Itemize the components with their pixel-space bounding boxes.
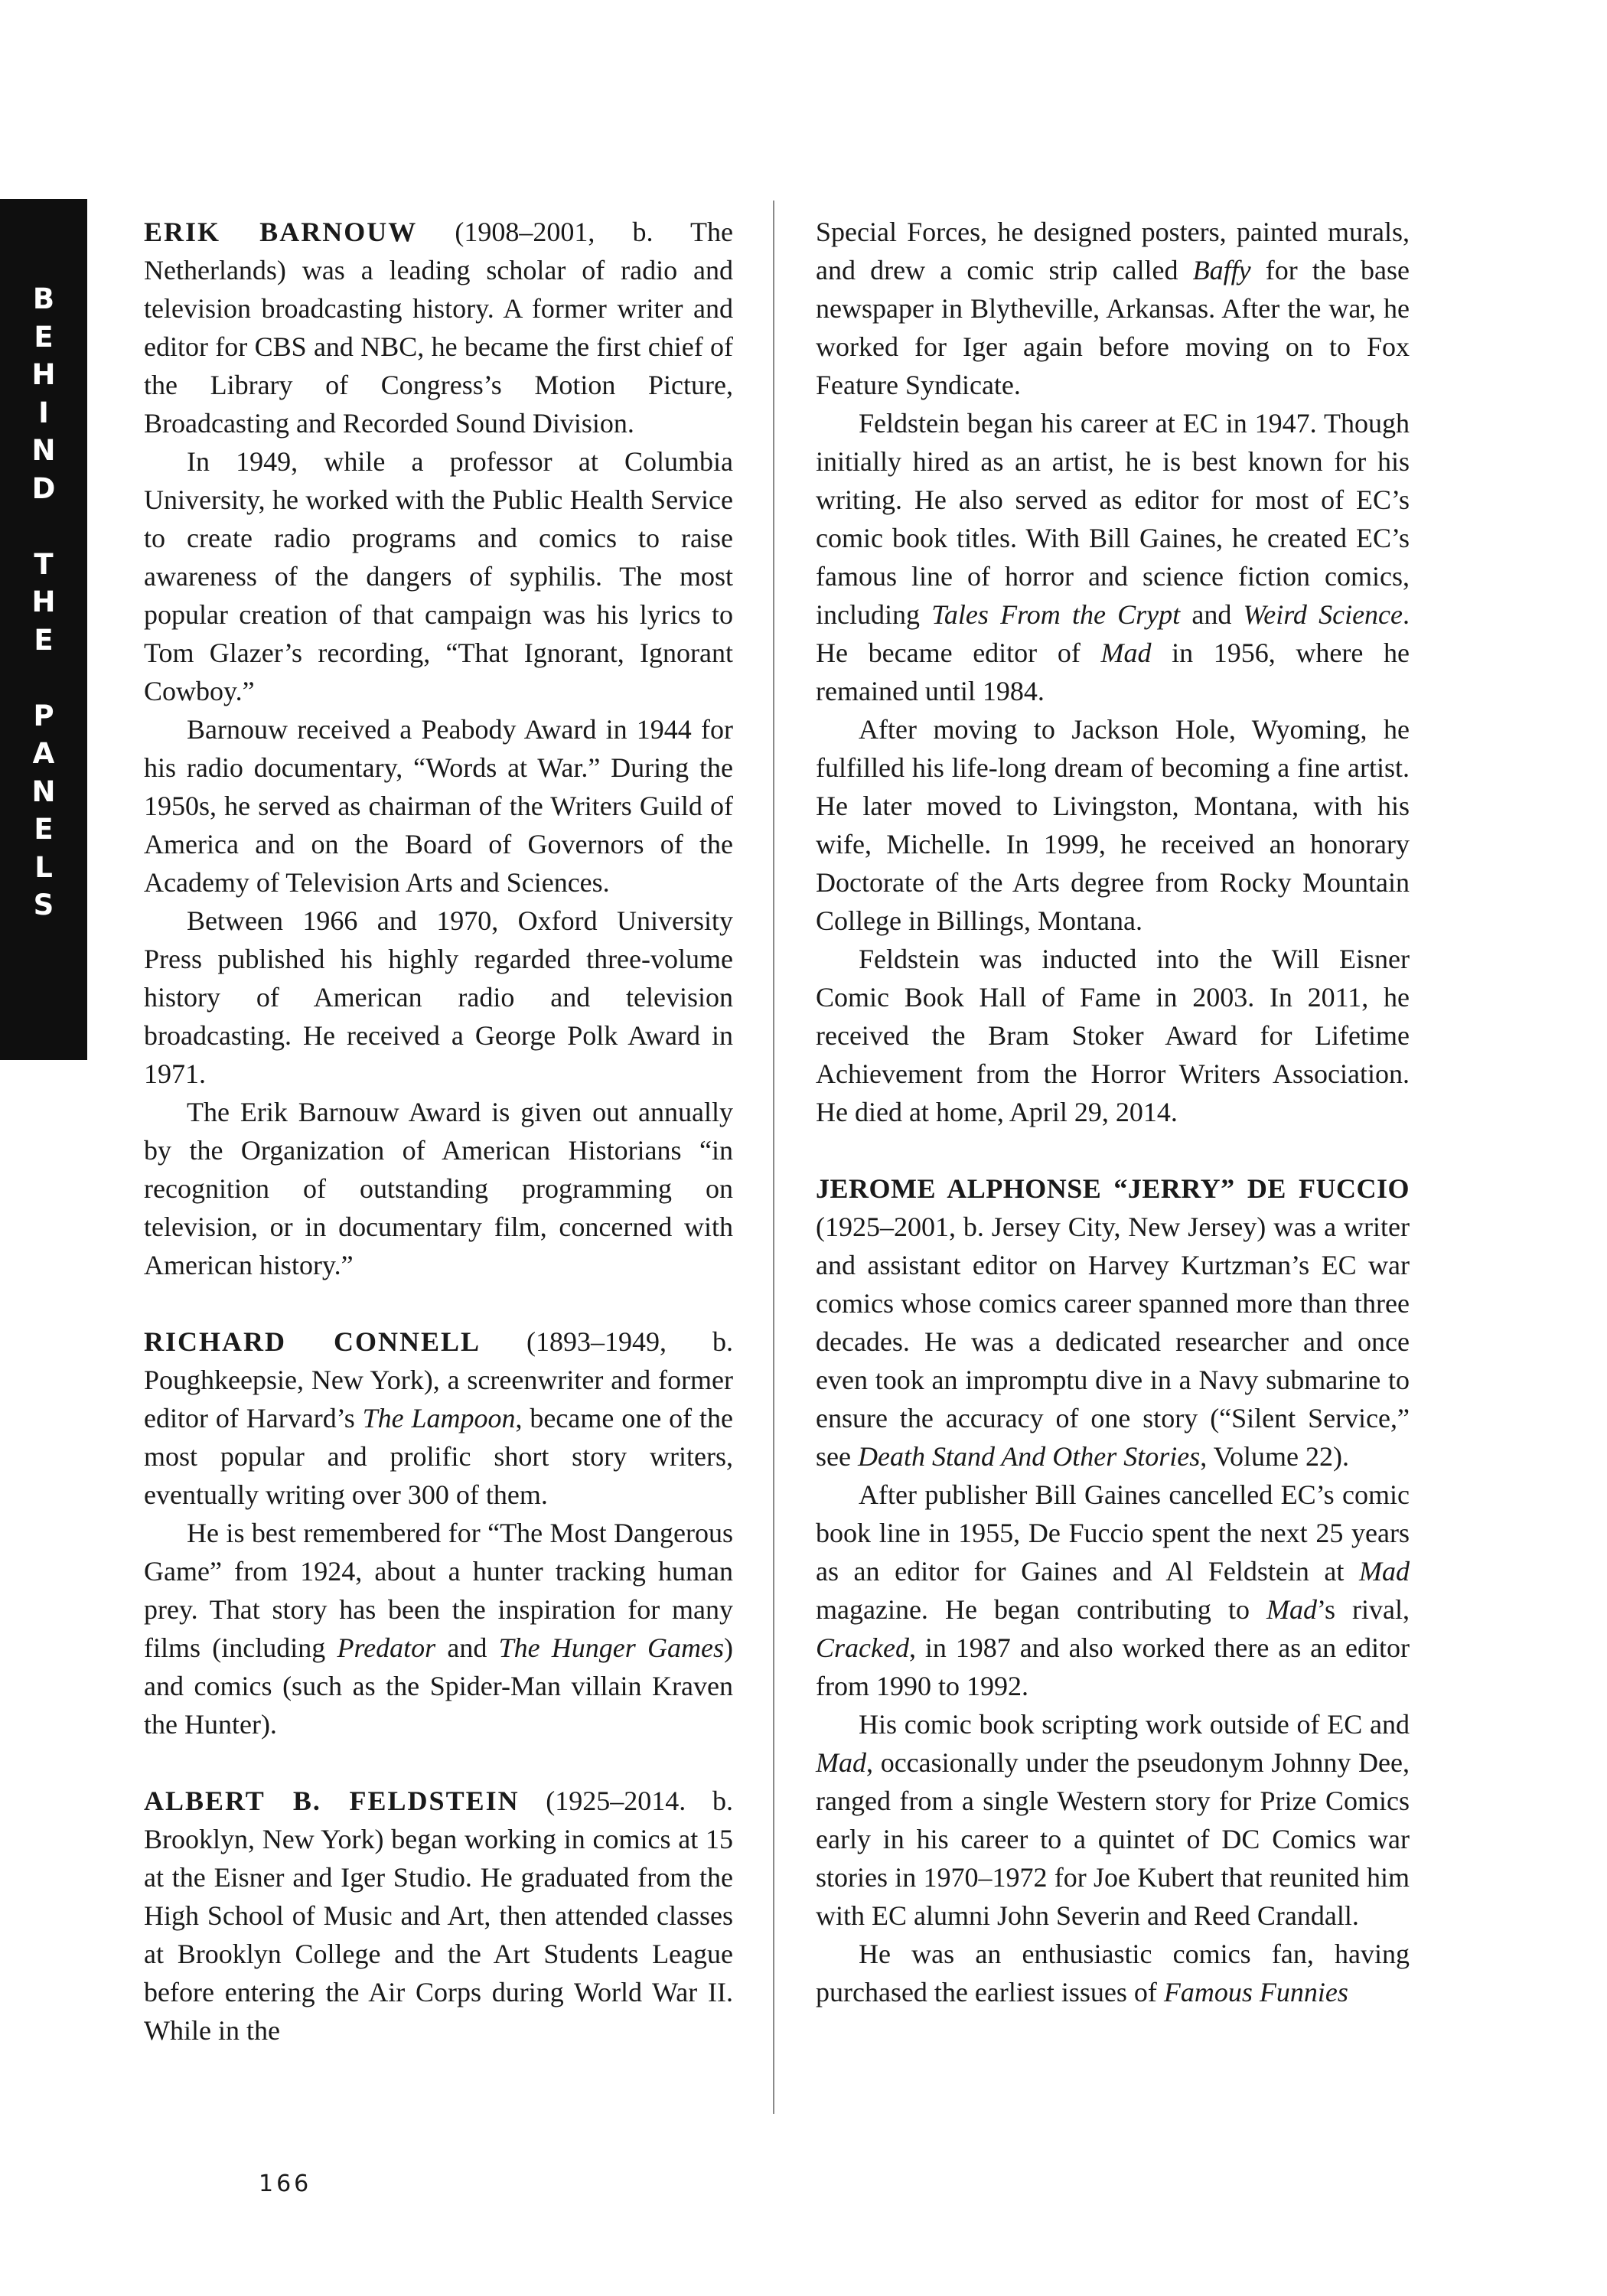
italic-title: The Hunger Games xyxy=(498,1632,724,1663)
side-tab-letter: N xyxy=(31,434,56,467)
body-paragraph xyxy=(816,1935,1410,2011)
body-paragraph xyxy=(144,710,733,902)
text-run: He was an enthusiastic comics fan, having purchased the earliest issues of xyxy=(816,1939,1410,2007)
text-run: His comic book scripting work outside of EC and xyxy=(859,1709,1410,1740)
text-run: (1908–2001, b. The Netherlands) was a leading scholar of radio and television broadcasting history. A former writer and editor for CBS and NBC, he became the first chief of the Library of Congress’s Motion Picture, Broadcasting and Recorded Sound Division. xyxy=(144,217,734,439)
body-paragraph xyxy=(144,442,733,710)
right-column xyxy=(816,213,1410,2011)
italic-title: The Lampoon xyxy=(362,1403,516,1433)
text-run: (1893–1949, b. Poughkeepsie, New York), a screenwriter and former editor of Harvard’s xyxy=(144,1326,733,1433)
side-tab-letter: H xyxy=(31,358,56,391)
text-run: and xyxy=(435,1632,499,1663)
side-tab-letter: T xyxy=(34,547,54,581)
italic-title: Mad xyxy=(816,1747,866,1778)
italic-title: Baffy xyxy=(1192,255,1251,285)
italic-title: Cracked xyxy=(816,1632,909,1663)
entry-gap xyxy=(144,1284,733,1322)
side-tab-letter: E xyxy=(34,813,54,846)
side-tab-letter: B xyxy=(32,282,55,315)
text-run: After publisher Bill Gaines cancelled EC’s comic book line in 1955, De Fuccio spent the next 25 years as an editor for Gaines and Al Feldstein at xyxy=(816,1479,1410,1587)
bio-entry xyxy=(144,1322,733,1514)
bio-entry xyxy=(816,1169,1410,1476)
bio-name: JEROME ALPHONSE “JERRY” DE FUCCIO xyxy=(816,1173,1410,1204)
text-run: . He became editor of xyxy=(816,599,1410,668)
body-paragraph xyxy=(144,1093,733,1284)
text-run: ’s rival, xyxy=(1316,1594,1410,1625)
text-run: In 1949, while a professor at Columbia University, he worked with the Public Health Service to create radio programs and comics to raise awareness of the dangers of syphilis. The most popular creation of that campaign was his lyrics to Tom Glazer’s recording, “That Ignorant, Ignorant Cowboy.” xyxy=(144,446,733,706)
column-divider xyxy=(773,201,774,2114)
italic-title: Tales From the Crypt xyxy=(931,599,1181,630)
italic-title: Mad xyxy=(1359,1556,1410,1587)
bio-entry xyxy=(144,213,733,442)
body-paragraph xyxy=(144,902,733,1093)
side-tab-letter: H xyxy=(31,585,56,618)
side-tab-title xyxy=(0,280,87,925)
body-paragraph xyxy=(816,404,1410,710)
side-tab-letter: D xyxy=(31,471,56,505)
side-tab-letter: I xyxy=(38,396,49,429)
italic-title: Death Stand And Other Stories xyxy=(857,1441,1201,1472)
side-tab-letter: S xyxy=(33,889,54,921)
text-run: in 1956, where he remained until 1984. xyxy=(816,638,1410,706)
text-run: Between 1966 and 1970, Oxford University Press published his highly regarded three-volume history of American radio and television broadcasting. He received a George Polk Award in 1971. xyxy=(144,905,733,1089)
body-paragraph xyxy=(144,1514,733,1743)
side-tab-letter: A xyxy=(32,737,55,770)
italic-title: Mad xyxy=(1266,1594,1317,1625)
text-run: ) and comics (such as the Spider-Man villain Kraven the Hunter). xyxy=(144,1632,733,1740)
text-run: , in 1987 and also worked there as an editor from 1990 to 1992. xyxy=(816,1632,1410,1701)
text-run: , Volume 22). xyxy=(1200,1441,1349,1472)
side-tab-letter: L xyxy=(34,850,53,884)
text-run: Feldstein was inducted into the Will Eisner Comic Book Hall of Fame in 2003. In 2011, he received the Bram Stoker Award for Lifetime Achievement from the Horror Writers Association. He died at home, April 29, 2014. xyxy=(816,944,1410,1127)
italic-title: Famous Funnies xyxy=(1163,1977,1348,2007)
text-run: (1925–2001, b. Jersey City, New Jersey) was a writer and assistant editor on Harvey Kurtzman’s EC war comics whose comics career spanned more than three decades. He was a dedicated researcher and once even took an impromptu dive in a Navy submarine to ensure the accuracy of one story (“Silent Service,” see xyxy=(816,1212,1410,1472)
body-paragraph xyxy=(816,213,1410,404)
text-run: After moving to Jackson Hole, Wyoming, he fulfilled his life-long dream of becoming a fine artist. He later moved to Livingston, Montana, with his wife, Michelle. In 1999, he received an honorary Doctorate of the Arts degree from Rocky Mountain College in Billings, Montana. xyxy=(816,714,1410,936)
page-number: 166 xyxy=(259,2170,312,2197)
left-column xyxy=(144,213,733,2050)
bio-name: ERIK BARNOUW xyxy=(144,217,418,247)
bio-name: ALBERT B. FELDSTEIN xyxy=(144,1786,520,1816)
body-paragraph xyxy=(816,1476,1410,1705)
text-run: (1925–2014. b. Brooklyn, New York) began working in comics at 15 at the Eisner and Iger Studio. He graduated from the High School of Music and Art, then attended classes at Brooklyn College and the Art Students League before entering the Air Corps during World War II. While in the xyxy=(144,1786,733,2046)
text-run: for the base newspaper in Blytheville, Arkansas. After the war, he worked for Iger again before moving on to Fox Feature Syndicate. xyxy=(816,255,1410,400)
bio-name: RICHARD CONNELL xyxy=(144,1326,481,1357)
side-tab-letter: E xyxy=(34,623,54,657)
text-run: Special Forces, he designed posters, painted murals, and drew a comic strip called xyxy=(816,217,1410,285)
italic-title: Mad xyxy=(1100,638,1152,668)
entry-gap xyxy=(144,1743,733,1782)
body-paragraph xyxy=(816,710,1410,940)
text-run: Barnouw received a Peabody Award in 1944 for his radio documentary, “Words at War.” During the 1950s, he served as chairman of the Writers Guild of America and on the Board of Governors of the Academy of Television Arts and Sciences. xyxy=(144,714,733,898)
body-paragraph xyxy=(816,940,1410,1131)
side-tab-letter: E xyxy=(34,320,54,354)
body-paragraph xyxy=(816,1705,1410,1935)
bio-entry xyxy=(144,1782,733,2050)
text-run: , became one of the most popular and prolific short story writers, eventually writing over 300 of them. xyxy=(144,1403,733,1510)
italic-title: Predator xyxy=(337,1632,436,1663)
text-run: Feldstein began his career at EC in 1947. Though initially hired as an artist, he is best known for his writing. He also served as editor for most of EC’s comic book titles. With Bill Gaines, he created EC’s famous line of horror and science fiction comics, including xyxy=(816,408,1410,630)
italic-title: Weird Science xyxy=(1243,599,1403,630)
text-run: magazine. He began contributing to xyxy=(816,1594,1266,1625)
text-run: The Erik Barnouw Award is given out annually by the Organization of American Historians “in recognition of outstanding programming on television, or in documentary film, concerned with American history.” xyxy=(144,1097,733,1280)
side-tab-letter: P xyxy=(33,699,54,732)
entry-gap xyxy=(816,1131,1410,1169)
text-run: , occasionally under the pseudonym Johnny Dee, ranged from a single Western story for Prize Comics early in his career to a quintet of DC Comics war stories in 1970–1972 for Joe Kubert that reunited him with EC alumni John Severin and Reed Crandall. xyxy=(816,1747,1410,1931)
text-run: and xyxy=(1180,599,1244,630)
side-tab-letter: N xyxy=(31,775,56,808)
text-run: He is best remembered for “The Most Dangerous Game” from 1924, about a hunter tracking human prey. That story has been the inspiration for many films (including xyxy=(144,1518,733,1663)
